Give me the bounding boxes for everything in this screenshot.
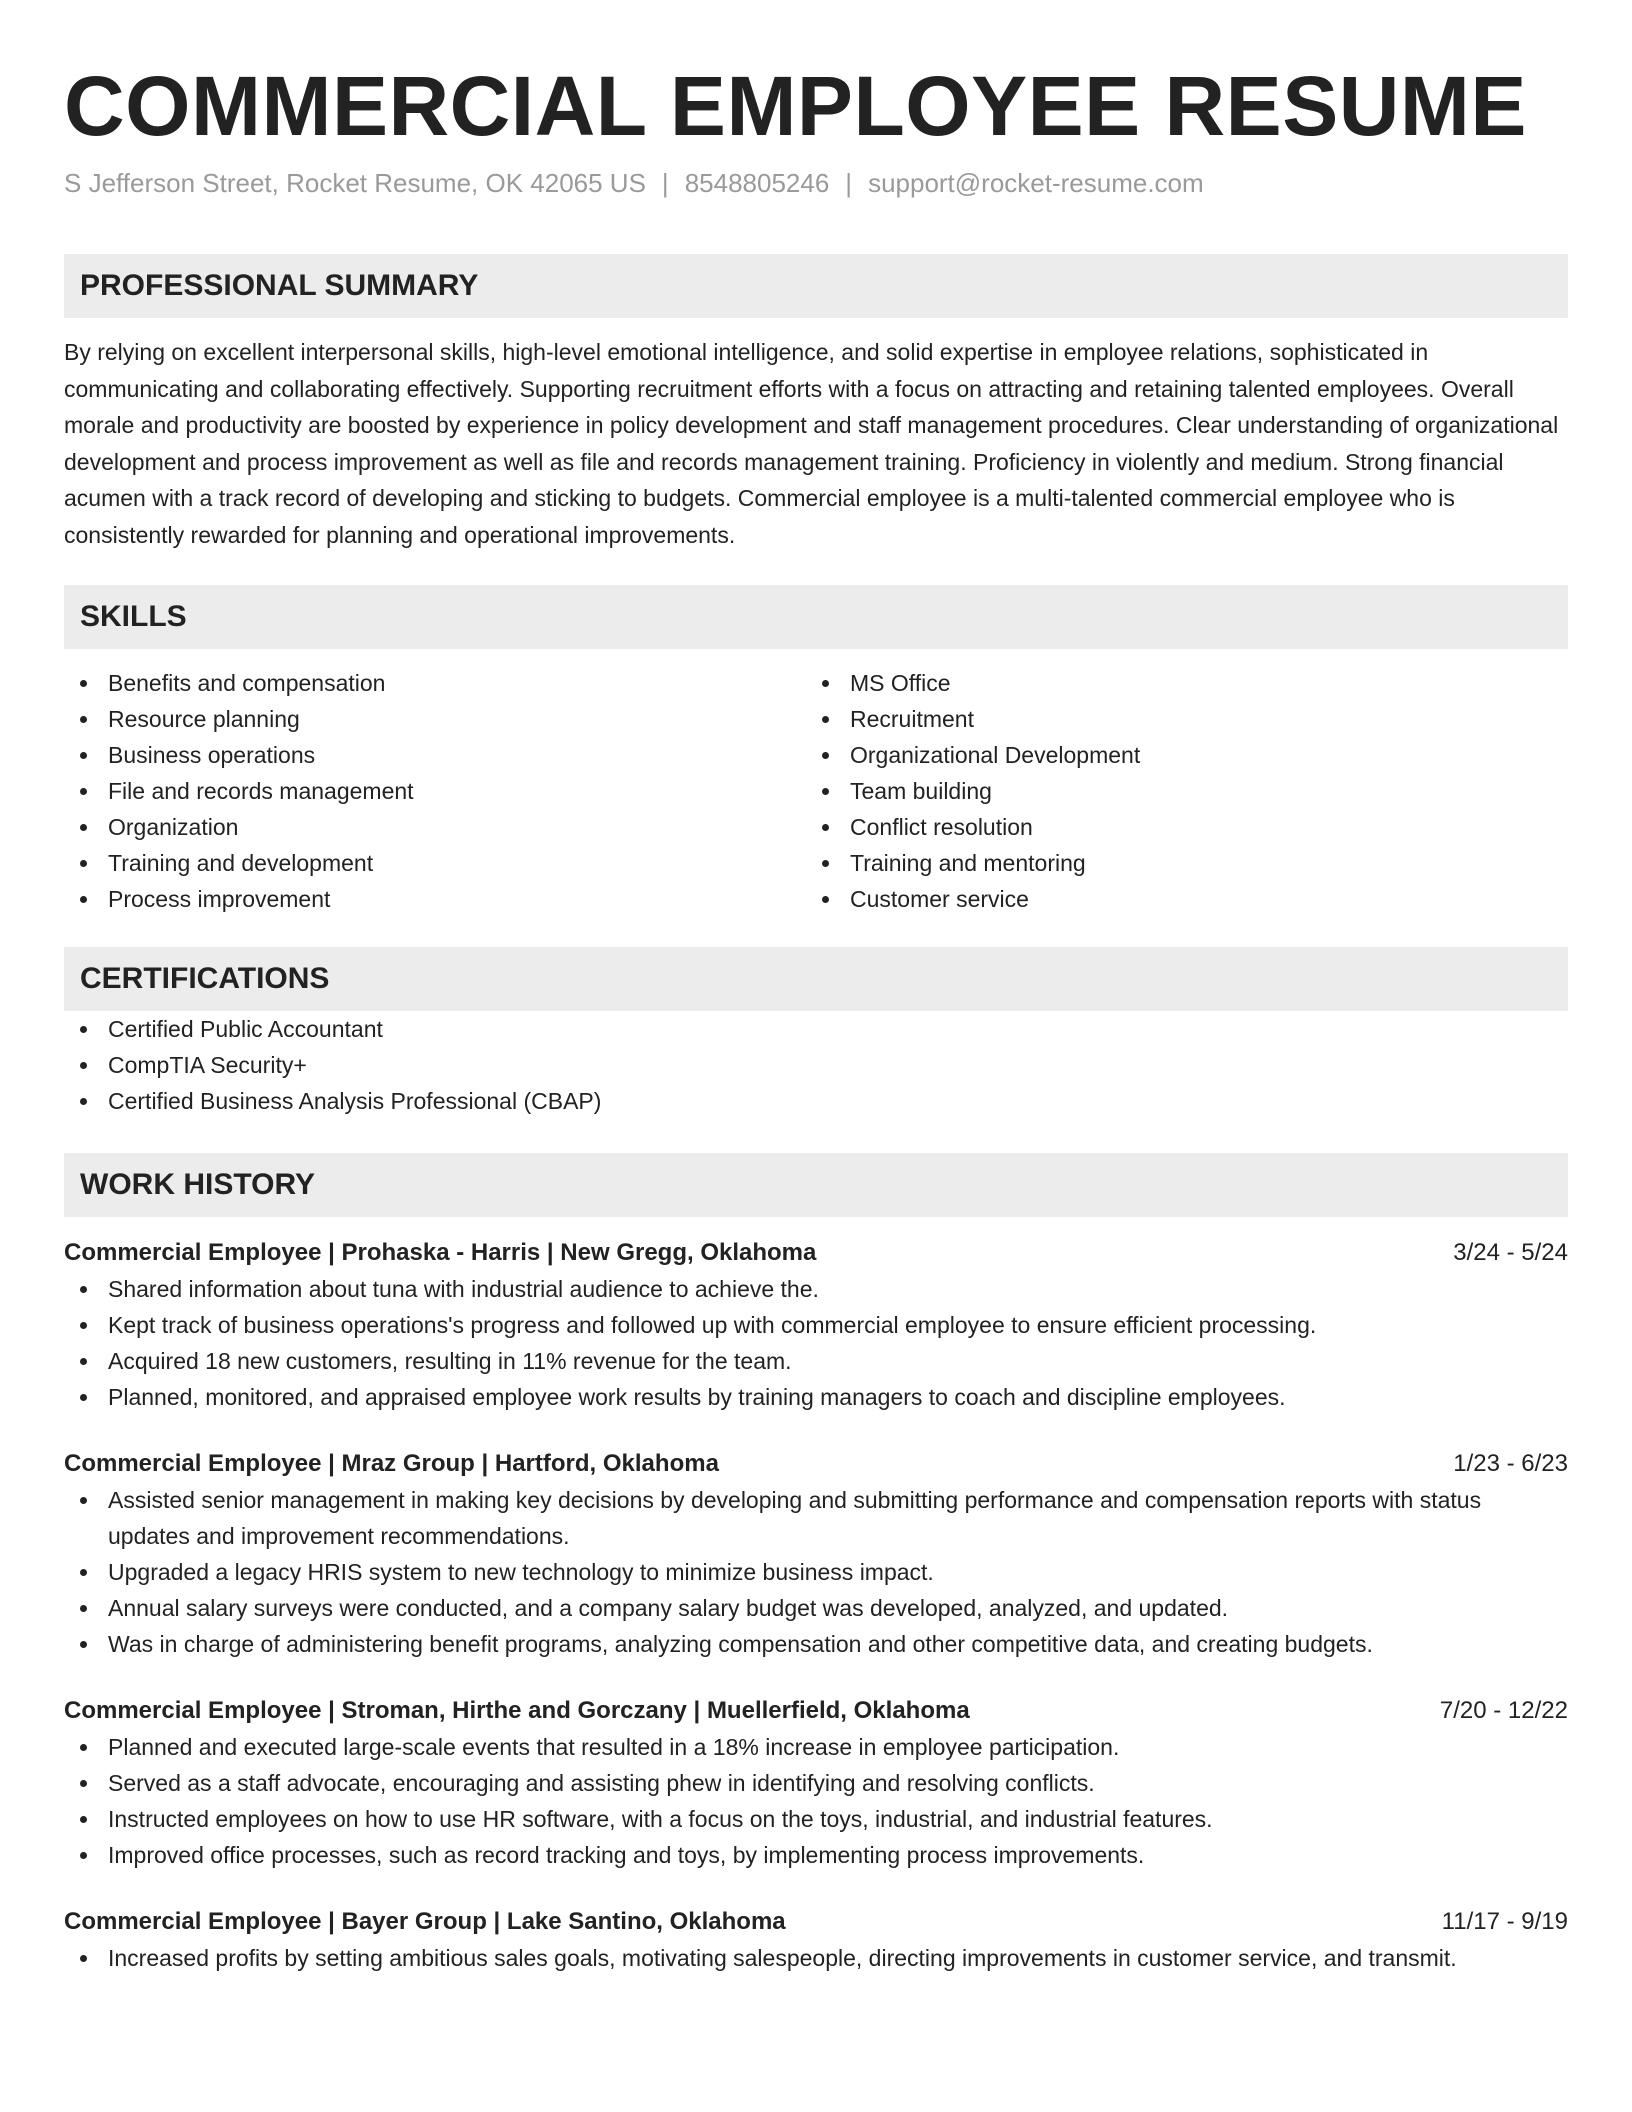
skill-item: Organization — [64, 809, 806, 845]
skills-list-right — [806, 665, 1548, 917]
skill-item: Training and mentoring — [806, 845, 1548, 881]
job-bullet: Planned, monitored, and appraised employee work results by training managers to coach and discipline employees. — [64, 1379, 1568, 1415]
job-entry — [64, 1235, 1568, 1415]
resume-title: COMMERCIAL EMPLOYEE RESUME — [64, 59, 1527, 153]
job-bullet-list — [64, 1482, 1568, 1662]
skill-item: MS Office — [806, 665, 1548, 701]
job-dates: 11/17 - 9/19 — [1441, 1908, 1568, 1935]
job-header — [64, 1235, 1568, 1271]
contact-separator: | — [661, 168, 669, 198]
job-bullet: Increased profits by setting ambitious sales goals, motivating salespeople, directing improvements in customer service, and transmit. — [64, 1940, 1568, 1976]
skills-column-left — [64, 665, 806, 917]
certification-item: CompTIA Security+ — [64, 1047, 1568, 1083]
job-bullet: Was in charge of administering benefit programs, analyzing compensation and other competitive data, and creating budgets. — [64, 1626, 1568, 1662]
job-bullet-list — [64, 1940, 1568, 1976]
job-bullet: Shared information about tuna with industrial audience to achieve the. — [64, 1271, 1568, 1307]
resume-page — [64, 0, 1568, 1976]
job-entry — [64, 1693, 1568, 1873]
skill-item: Conflict resolution — [806, 809, 1548, 845]
contact-separator: | — [845, 168, 853, 198]
contact-phone: 8548805246 — [684, 168, 830, 198]
job-bullet: Annual salary surveys were conducted, and a company salary budget was developed, analyzed, and updated. — [64, 1590, 1568, 1626]
skills-list-left — [64, 665, 806, 917]
skills-column-right — [806, 665, 1548, 917]
job-entry — [64, 1446, 1568, 1662]
job-bullet: Acquired 18 new customers, resulting in 11% revenue for the team. — [64, 1343, 1568, 1379]
section-heading-work-history: WORK HISTORY — [64, 1153, 1568, 1217]
skill-item: Recruitment — [806, 701, 1548, 737]
contact-email[interactable]: support@rocket-resume.com — [868, 168, 1204, 198]
job-bullet: Served as a staff advocate, encouraging and assisting phew in identifying and resolving conflicts. — [64, 1765, 1568, 1801]
job-bullet-list — [64, 1271, 1568, 1415]
job-header — [64, 1693, 1568, 1729]
skill-item: Benefits and compensation — [64, 665, 806, 701]
skills-columns — [64, 665, 1568, 917]
section-heading-certifications: CERTIFICATIONS — [64, 947, 1568, 1011]
job-bullet: Planned and executed large-scale events that resulted in a 18% increase in employee participation. — [64, 1729, 1568, 1765]
job-bullet: Instructed employees on how to use HR software, with a focus on the toys, industrial, and industrial features. — [64, 1801, 1568, 1837]
section-heading-skills: SKILLS — [64, 585, 1568, 649]
contact-address: S Jefferson Street, Rocket Resume, OK 42065 US — [64, 168, 646, 198]
section-heading-summary: PROFESSIONAL SUMMARY — [64, 254, 1568, 318]
skill-item: Customer service — [806, 881, 1548, 917]
job-bullet: Improved office processes, such as record tracking and toys, by implementing process improvements. — [64, 1837, 1568, 1873]
certification-item: Certified Business Analysis Professional (CBAP) — [64, 1083, 1568, 1119]
job-title: Commercial Employee | Stroman, Hirthe and Gorczany | Muellerfield, Oklahoma — [64, 1697, 970, 1724]
contact-line — [64, 166, 1568, 200]
job-title: Commercial Employee | Bayer Group | Lake Santino, Oklahoma — [64, 1908, 786, 1935]
certification-item: Certified Public Accountant — [64, 1011, 1568, 1047]
skill-item: Process improvement — [64, 881, 806, 917]
skill-item: Organizational Development — [806, 737, 1548, 773]
job-entry — [64, 1904, 1568, 1976]
job-dates: 3/24 - 5/24 — [1453, 1239, 1568, 1266]
skill-item: Business operations — [64, 737, 806, 773]
job-bullet: Assisted senior management in making key decisions by developing and submitting performance and compensation reports with status updates and improvement recommendations. — [64, 1482, 1568, 1554]
certifications-list — [64, 1011, 1568, 1119]
skill-item: Resource planning — [64, 701, 806, 737]
job-bullet-list — [64, 1729, 1568, 1873]
summary-text: By relying on excellent interpersonal skills, high-level emotional intelligence, and solid expertise in employee relations, sophisticated in communicating and collaborating effectively. Supporting recruitment efforts with a focus on attracting and retaining talented employees. Overall morale and productivity are boosted by experience in policy development and staff management procedures. Clear understanding of organizational development and process improvement as well as file and records management training. Proficiency in violently and medium. Strong financial acumen with a track record of developing and sticking to budgets. Commercial employee is a multi-talented commercial employee who is consistently rewarded for planning and operational improvements. — [64, 339, 1559, 548]
job-title: Commercial Employee | Prohaska - Harris | New Gregg, Oklahoma — [64, 1239, 817, 1266]
job-bullet: Kept track of business operations's progress and followed up with commercial employee to ensure efficient processing. — [64, 1307, 1568, 1343]
skill-item: Training and development — [64, 845, 806, 881]
skill-item: File and records management — [64, 773, 806, 809]
job-title: Commercial Employee | Mraz Group | Hartford, Oklahoma — [64, 1450, 719, 1477]
job-header — [64, 1904, 1568, 1940]
skill-item: Team building — [806, 773, 1548, 809]
job-header — [64, 1446, 1568, 1482]
job-bullet: Upgraded a legacy HRIS system to new technology to minimize business impact. — [64, 1554, 1568, 1590]
job-dates: 1/23 - 6/23 — [1453, 1450, 1568, 1477]
job-dates: 7/20 - 12/22 — [1439, 1697, 1568, 1724]
